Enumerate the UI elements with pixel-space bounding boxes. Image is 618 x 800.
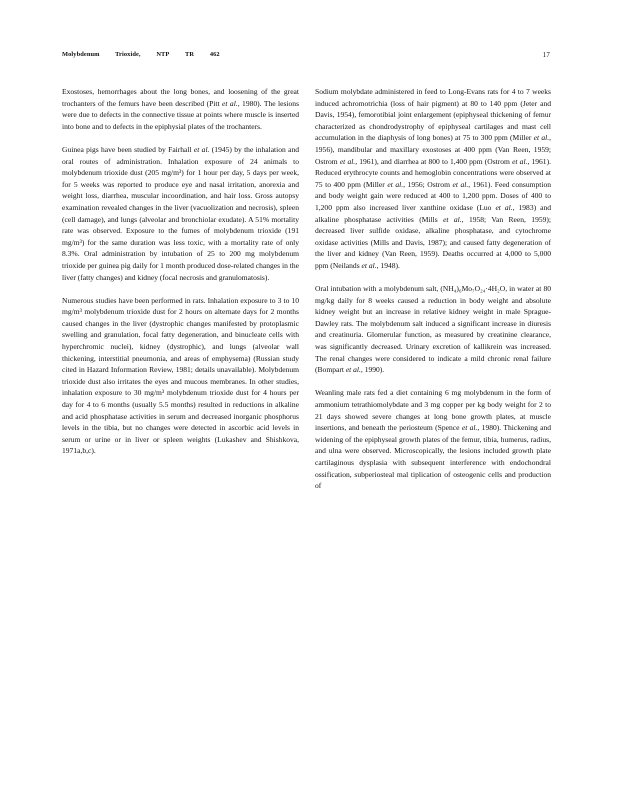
paragraph-rat-inhalation: Numerous studies have been performed in rats. Inhalation exposure to 3 to 10 mg/m³ molybdenum trioxide dust for 2 hours on alternate days for 2 months caused changes in the liver (dystrophic changes manifested by protoplasmic swelling and granulation, focal fatty degeneration, and binucleate cells with hyperchromic nuclei), kidney (dystrophic), and lungs (alveolar wall thickening, interstitial pneumonia, and areas of emphysema) (Russian study cited in Hazard Information Review, 1981; details unavailable). Molybdenum trioxide dust also irritates the eyes and mucous membranes. In other studies, inhalation exposure to 30 mg/m³ molybdenum trioxide dust for 4 hours per day for 4 to 6 months (usually 5.5 months) resulted in reductions in alkaline and acid phosphatase activities in serum and decreased inorganic phosphorus levels in the tibia, but no changes were detected in ascorbic acid levels in serum or urine or in liver or spleen weights (Lukashev and Shishkova, 1971a,b,c). <box>62 295 299 456</box>
right-column <box>315 86 551 492</box>
page-number: 17 <box>542 51 550 59</box>
running-header <box>62 51 550 58</box>
header-series: NTP <box>156 51 170 58</box>
paragraph-exostoses: Exostoses, hemorrhages about the long bones, and loosening of the great trochanters of the femurs have been described (Pitt et al., 1980). The lesions were due to defects in the connective tissue at points where muscle is inserted into bone and to defects in the epiphysial plates of the trochanters. <box>62 87 300 131</box>
paragraph-weanling-rats: Weanling male rats fed a diet containing 6 mg molybdenum in the form of ammonium tetrathiomolybdate and 3 mg copper per kg body weight for 2 to 21 days showed severe changes at long bone growth plates, at muscle insertions, and beneath the periosteum (Spence et al., 1980). Thickening and widening of the epiphyseal growth plates of the femur, tibia, humerus, radius, and ulna were observed. Microscopically, the lesions included growth plate cartilaginous dysplasia with subsequent interference with endochondral ossification, subperiosteal mal tiplication of osteogenic cells and production of <box>315 388 552 491</box>
paragraph-guinea-pigs: Guinea pigs have been studied by Fairhall et al. (1945) by the inhalation and oral routes of administration. Inhalation exposure of 24 animals to molybdenum trioxide dust (205 mg/m³) for 1 hour per day, 5 days per week, for 5 weeks was reported to produce eye and nasal irritation, anorexia and weight loss, diarrhea, muscular incoordination, and hair loss. Gross autopsy examination revealed changes in the liver (vacuolization and necrosis), spleen (cell damage), and lungs (alveolar and bronchiolar exudate). A 51% mortality rate was observed. Exposure to the fumes of molybdenum trioxide (191 mg/m³) for the same duration was less toxic, with a mortality rate of only 8.3%. Oral administration by intubation of 25 to 200 mg molybdenum trioxide per guinea pig daily for 1 month produced dose-related changes in the liver (fatty changes) and kidney (focal necrosis and granulomatosis). <box>62 144 300 282</box>
citation-et-al: et al. <box>222 98 238 108</box>
header-chemical: Molybdenum <box>62 51 100 58</box>
header-report: TR <box>185 51 195 58</box>
report-title <box>62 51 550 58</box>
paragraph-sodium-molybdate: Sodium molybdate administered in feed to Long-Evans rats for 4 to 7 weeks induced achromotrichia (loss of hair pigment) at 80 to 140 ppm (Jeter and Davis, 1954), femorotibial joint enlargement (epiphyseal thickening of femur characterized as chondrodystrophy of epiphyseal cartilages and mast cell accumulation in the diaphysis of long bones) at 75 to 300 ppm (Miller et al., 1956), mandibular and maxillary exostoses at 400 ppm (Van Reen, 1959; Ostrom et al., 1961), and diarrhea at 800 to 1,400 ppm (Ostrom et al., 1961). Reduced erythrocyte counts and hemoglobin concentrations were observed at 75 to 400 ppm (Miller et al., 1956; Ostrom et al., 1961). Feed consumption and body weight gain were reduced at 400 to 1,200 ppm. Doses of 400 to 1,200 ppm also increased liver xanthine oxidase (Luo et al., 1983) and alkaline phosphatase activities (Mills et al., 1958; Van Reen, 1959); decreased liver sulfide oxidase, alkaline phosphatase, and cytochrome oxidase activities (Mills and Davis, 1987); and caused fatty degeneration of the liver and kidney (Van Reen, 1959). Deaths occurred at 4,000 to 5,000 ppm (Neilands et al., 1948). <box>315 87 552 270</box>
header-number: 462 <box>209 51 220 58</box>
paragraph-oral-intubation: Oral intubation with a molybdenum salt, (NH₄)₆Mo₇O₂₄·4H₂O, in water at 80 mg/kg daily for 8 weeks caused a reduction in body weight and absolute kidney weight but an increase in relative kidney weight in male Sprague-Dawley rats. The molybdenum salt induced a significant increase in diuresis and creatinuria. Glomerular function, as measured by creatinine clearance, was significantly decreased. Urinary excretion of kallikrein was increased. The renal changes were considered to indicate a mild chronic renal failure (Bompart et al., 1990). <box>315 284 551 375</box>
left-column <box>62 86 299 457</box>
header-compound: Trioxide, <box>115 51 141 58</box>
citation-et-al: et al. <box>193 144 210 154</box>
